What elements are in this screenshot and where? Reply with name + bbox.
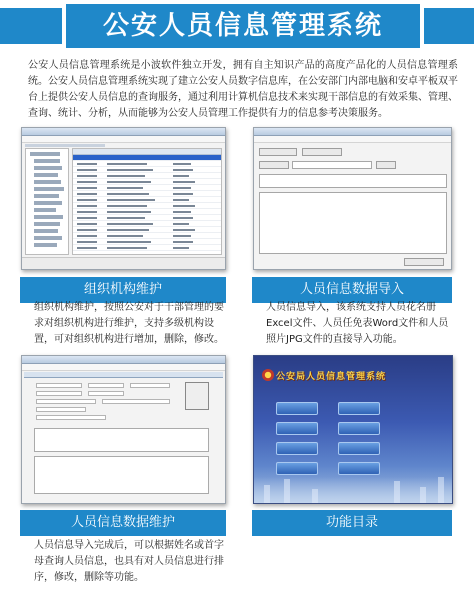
intro-paragraph: 公安人员信息管理系统是小波软件独立开发，拥有自主知识产品的高度产品化的人员信息管理系统。公安人员信息管理系统实现了建立公安人员数字信息库，在公安部门内部电脑和安卓平板双平台上提供公安人员信息的查询服务，通过利用计算机信息技术来实现干部信息的有效采集、管理、查询、统计、分析，从而能够为公安人员管理工作提供有力的信息参考决策服务。 <box>28 60 458 119</box>
person-maintenance-screenshot <box>21 355 226 504</box>
building-shape <box>312 489 318 503</box>
start-import-button[interactable] <box>404 258 444 266</box>
birthdate-field[interactable] <box>130 383 170 388</box>
file-path-field[interactable] <box>292 161 372 169</box>
header-banner <box>0 0 474 52</box>
menu-button[interactable] <box>276 462 318 475</box>
police-emblem-icon <box>262 369 274 381</box>
hometown-field[interactable] <box>88 391 124 396</box>
feature-desc-maintenance: 人员信息导入完成后，可以根据姓名或首字母查询人员信息，也具有对人员信息进行排序，修改，删除等功能。 <box>34 540 224 583</box>
window-menubar <box>254 136 451 143</box>
feature-desc-org: 组织机构维护，按照公安对于干部管理的要求对组织机构进行维护，支持多级机构设置，可对组织机构进行增加，删除，修改。 <box>34 302 224 345</box>
feature-label-maintenance: 人员信息数据维护 <box>20 510 226 536</box>
window-menubar <box>22 364 225 371</box>
menu-button[interactable] <box>276 402 318 415</box>
menu-button[interactable] <box>338 462 380 475</box>
party-field[interactable] <box>36 399 96 404</box>
org-table <box>72 148 222 255</box>
banner-accent-right <box>424 8 474 44</box>
feature-label-import: 人员信息数据导入 <box>252 277 452 303</box>
menu-button[interactable] <box>276 442 318 455</box>
data-import-screenshot <box>253 127 452 270</box>
import-appointment-button[interactable] <box>302 148 342 156</box>
record-tabs[interactable] <box>24 372 223 378</box>
gender-field[interactable] <box>88 383 124 388</box>
org-tree <box>25 148 69 255</box>
menu-button[interactable] <box>338 422 380 435</box>
menu-button[interactable] <box>338 442 380 455</box>
name-field[interactable] <box>36 383 82 388</box>
import-log-area <box>259 192 447 254</box>
building-shape <box>420 487 426 503</box>
menu-button[interactable] <box>338 402 380 415</box>
feature-label-menu: 功能目录 <box>252 510 452 536</box>
app-title: 公安局人员信息管理系统 <box>276 372 387 382</box>
building-shape <box>284 479 290 503</box>
menu-button[interactable] <box>276 422 318 435</box>
table-row[interactable] <box>73 245 221 251</box>
status-bar <box>22 257 225 269</box>
org-maintenance-screenshot <box>21 127 226 270</box>
function-menu-screenshot <box>253 355 453 504</box>
window-titlebar <box>22 128 225 136</box>
window-menubar <box>22 136 225 143</box>
remarks-panel <box>34 428 209 452</box>
ethnicity-field[interactable] <box>36 391 82 396</box>
select-file-button[interactable] <box>259 161 289 169</box>
feature-desc-import: 人员信息导入，该系统支持人员花名册Excel文件、人员任免表Word文件和人员照片JPG文件的直接导入功能。 <box>266 302 449 345</box>
feature-label-org: 组织机构维护 <box>20 277 226 303</box>
import-options-panel <box>259 174 447 188</box>
education-field[interactable] <box>36 407 86 412</box>
import-roster-button[interactable] <box>259 148 297 156</box>
building-shape <box>394 481 400 503</box>
page-title: 公安人员信息管理系统 <box>66 4 420 48</box>
workdate-field[interactable] <box>102 399 170 404</box>
browse-button[interactable] <box>376 161 396 169</box>
building-shape <box>438 477 444 503</box>
resume-panel <box>34 456 209 494</box>
building-shape <box>264 485 270 503</box>
window-titlebar <box>22 356 225 364</box>
window-titlebar <box>254 128 451 136</box>
toolbar <box>25 144 105 147</box>
position-field[interactable] <box>36 415 106 420</box>
person-photo <box>185 382 209 410</box>
banner-accent-left <box>0 8 62 44</box>
